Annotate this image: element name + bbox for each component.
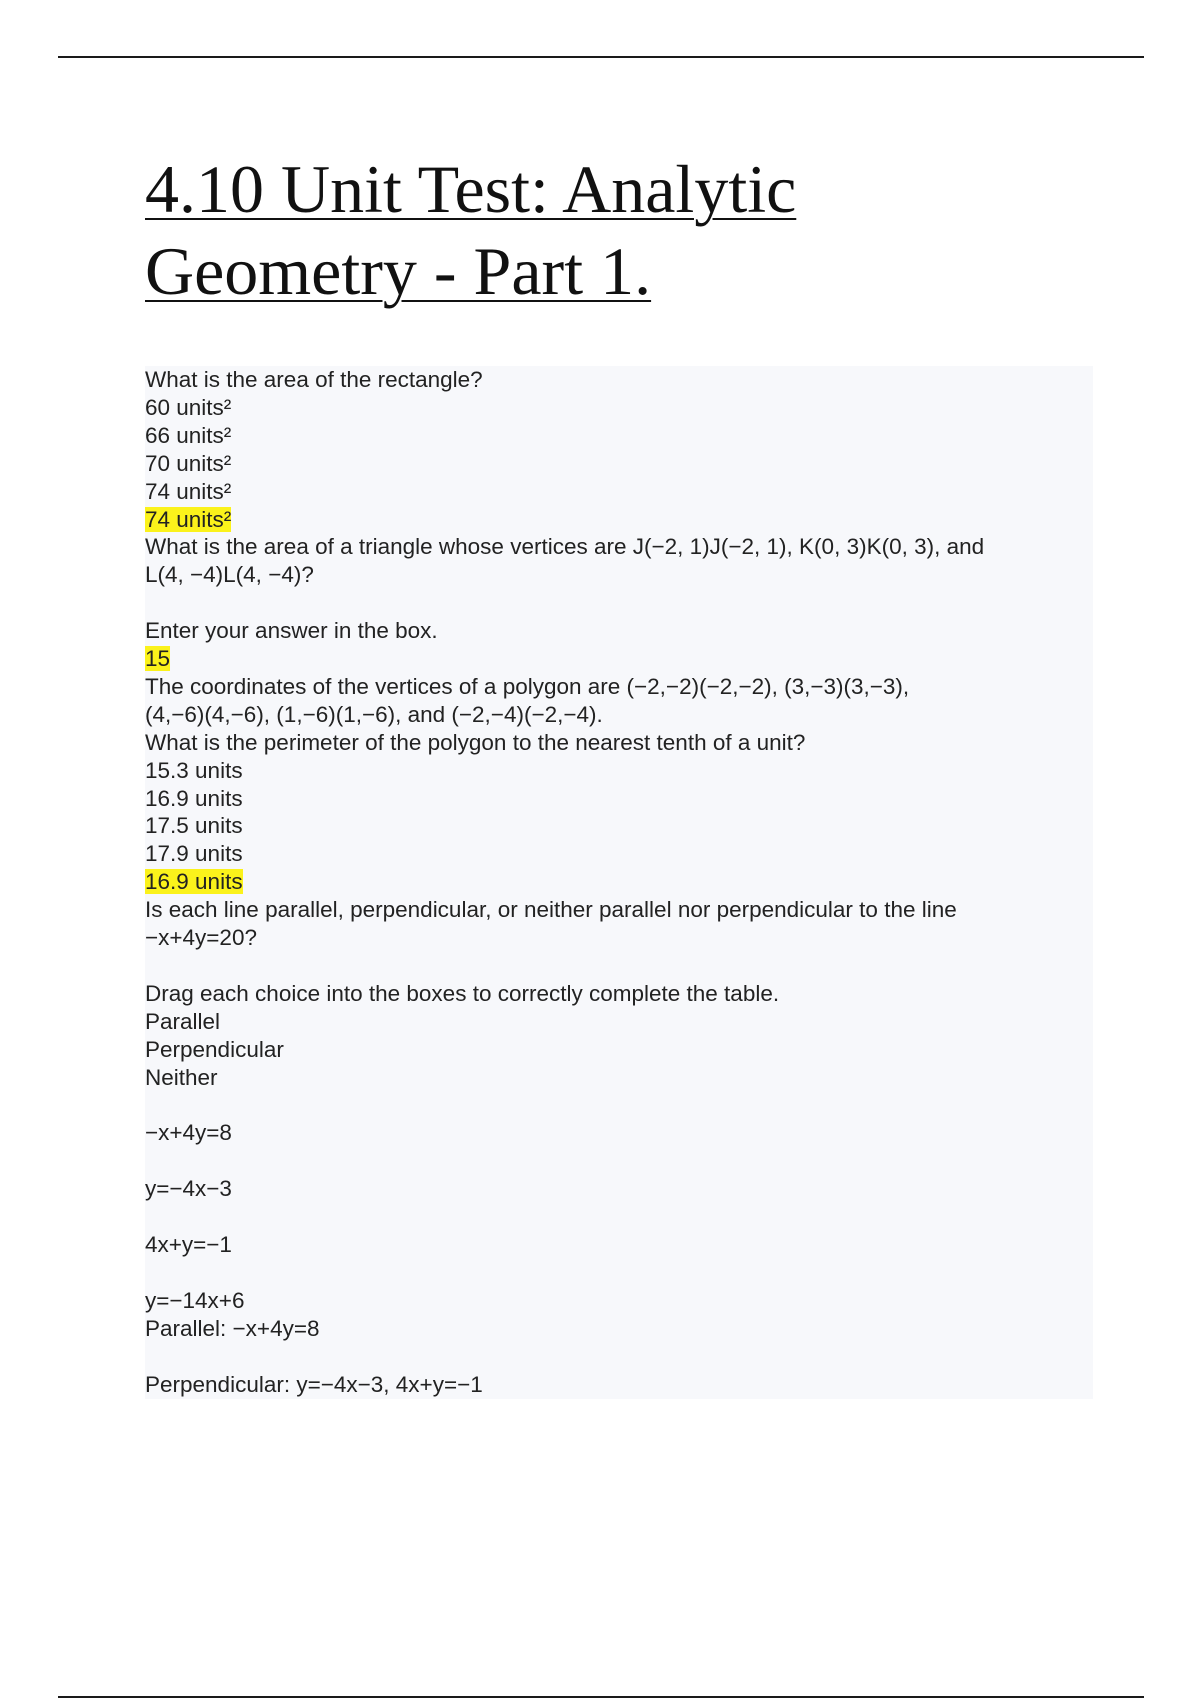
spacer [145, 952, 1093, 980]
q3-option: 15.3 units [145, 757, 243, 783]
q1-answer-highlight: 74 units² [145, 506, 232, 532]
q4-choice: Perpendicular [145, 1036, 284, 1062]
top-rule [58, 56, 1144, 58]
q3-question-line-1: The coordinates of the vertices of a polygon are (−2,−2)(−2,−2), (3,−3)(3,−3), [145, 673, 910, 699]
q3-option: 16.9 units [145, 785, 243, 811]
q4-line-equation: 4x+y=−1 [145, 1232, 232, 1258]
spacer [145, 1092, 1093, 1120]
q3-option: 17.9 units [145, 841, 243, 867]
q3-option: 17.5 units [145, 813, 243, 839]
spacer [145, 1203, 1093, 1231]
title-line-2: Geometry - Part 1. [145, 233, 652, 309]
q4-question-line-2: −x+4y=20? [145, 925, 257, 951]
spacer [145, 1343, 1093, 1371]
title-line-1: 4.10 Unit Test: Analytic [145, 151, 797, 227]
test-content [145, 366, 1093, 1399]
q1-option: 74 units² [145, 478, 232, 504]
q3-answer-highlight: 16.9 units [145, 869, 243, 895]
q1-option: 66 units² [145, 422, 232, 448]
q3-question-line-3: What is the perimeter of the polygon to the nearest tenth of a unit? [145, 729, 806, 755]
title-block [145, 148, 1045, 312]
q4-choice: Parallel [145, 1008, 221, 1034]
spacer [145, 1147, 1093, 1175]
q2-answer-highlight: 15 [145, 646, 171, 672]
q1-option: 60 units² [145, 394, 232, 420]
bottom-rule [58, 1696, 1144, 1698]
spacer [145, 589, 1093, 617]
q4-line-equation: y=−14x+6 [145, 1287, 245, 1313]
q4-line-equation: −x+4y=8 [145, 1120, 232, 1146]
q2-question-line-1: What is the area of a triangle whose vertices are J(−2, 1)J(−2, 1), K(0, 3)K(0, 3), and [145, 534, 985, 560]
q4-question-line-1: Is each line parallel, perpendicular, or neither parallel nor perpendicular to the line [145, 897, 957, 923]
q4-answer-perpendicular: Perpendicular: y=−4x−3, 4x+y=−1 [145, 1371, 483, 1397]
page-title [145, 148, 1045, 312]
q1-question: What is the area of the rectangle? [145, 367, 483, 392]
spacer [145, 1259, 1093, 1287]
q4-line-equation: y=−4x−3 [145, 1176, 232, 1202]
q2-question-line-2: L(4, −4)L(4, −4)? [145, 562, 314, 588]
q2-instruction: Enter your answer in the box. [145, 618, 438, 644]
q4-instruction: Drag each choice into the boxes to correctly complete the table. [145, 980, 780, 1006]
q4-answer-parallel: Parallel: −x+4y=8 [145, 1315, 320, 1341]
q3-question-line-2: (4,−6)(4,−6), (1,−6)(1,−6), and (−2,−4)(−2,−4). [145, 701, 603, 727]
q1-option: 70 units² [145, 450, 232, 476]
q4-choice: Neither [145, 1064, 218, 1090]
